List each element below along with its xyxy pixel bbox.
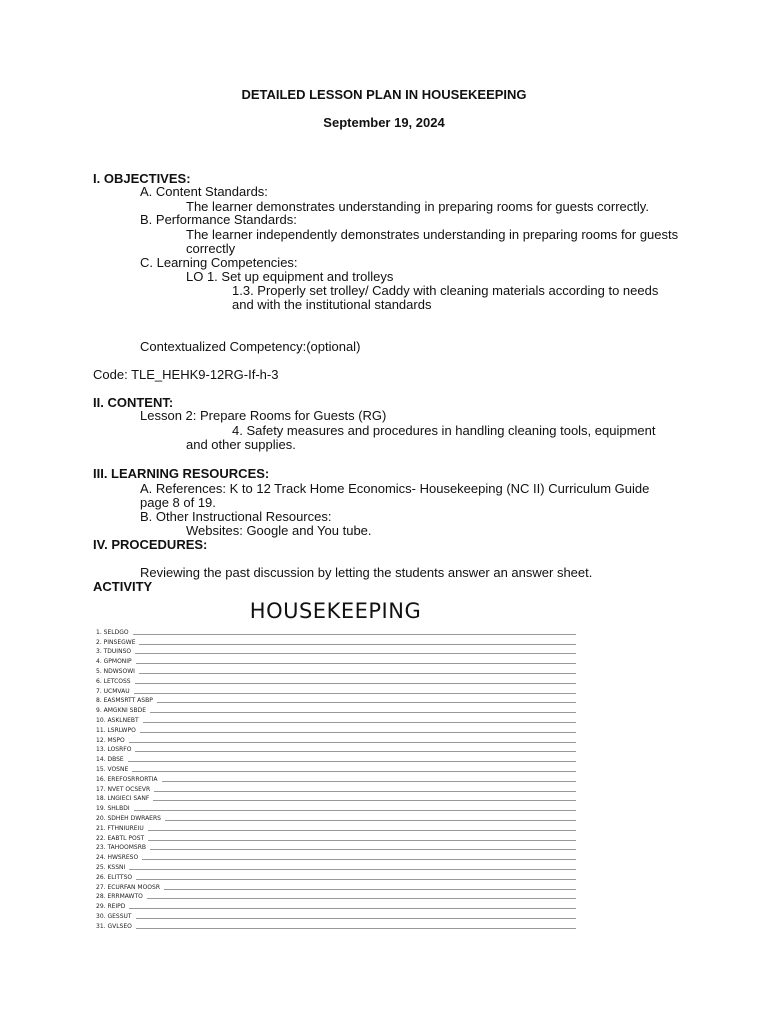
worksheet-item-label: 16. EREFOSRRORTIA xyxy=(96,775,158,783)
answer-line xyxy=(148,840,576,841)
worksheet-item-label: 1. SELDGO xyxy=(96,628,129,636)
activity-worksheet xyxy=(93,594,578,932)
worksheet-item-label: 24. HWSRESO xyxy=(96,854,139,862)
worksheet-item xyxy=(96,832,578,842)
worksheet-item xyxy=(96,802,578,812)
worksheet-item xyxy=(96,812,578,822)
references-text-2: page 8 of 19. xyxy=(140,495,216,510)
worksheet-item-label: 31. GVLSEO xyxy=(96,922,132,930)
answer-line xyxy=(154,791,576,792)
worksheet-item xyxy=(96,851,578,861)
worksheet-item xyxy=(96,763,578,773)
worksheet-item-label: 30. GESSUT xyxy=(96,912,132,920)
worksheet-item-label: 13. LOSRFO xyxy=(96,746,132,754)
worksheet-item xyxy=(96,783,578,793)
worksheet-item-label: 26. ELITTSO xyxy=(96,873,133,881)
worksheet-item-label: 28. ERRMAWTO xyxy=(96,893,143,901)
worksheet-item xyxy=(96,793,578,803)
worksheet-item-label: 18. LNGIECI SANF xyxy=(96,795,150,803)
competency-code: Code: TLE_HEHK9-12RG-If-h-3 xyxy=(93,367,279,382)
worksheet-item-label: 20. SDHEH DWRAERS xyxy=(96,814,161,822)
page-title: DETAILED LESSON PLAN IN HOUSEKEEPING xyxy=(241,87,527,102)
answer-line xyxy=(147,898,576,899)
content-item-2: and other supplies. xyxy=(186,437,296,452)
answer-line xyxy=(136,879,576,880)
lesson-title: Lesson 2: Prepare Rooms for Guests (RG) xyxy=(140,408,387,423)
activity-heading: ACTIVITY xyxy=(93,579,153,594)
worksheet-item xyxy=(96,665,578,675)
answer-line xyxy=(133,634,576,635)
worksheet-item-label: 14. DBSE xyxy=(96,756,124,764)
performance-standards-text-2: correctly xyxy=(186,241,236,256)
answer-line xyxy=(135,653,576,654)
performance-standards-text-1: The learner independently demonstrates understanding in preparing rooms for guests xyxy=(186,227,679,242)
worksheet-item xyxy=(96,910,578,920)
objectives-heading: I. OBJECTIVES: xyxy=(93,171,191,186)
resources-heading: III. LEARNING RESOURCES: xyxy=(93,466,270,481)
worksheet-item xyxy=(96,695,578,705)
worksheet-item-label: 15. VOSNE xyxy=(96,765,129,773)
worksheet-item-label: 9. AMGKNI SBDE xyxy=(96,707,146,715)
answer-line xyxy=(142,859,576,860)
worksheet-item xyxy=(96,881,578,891)
answer-line xyxy=(140,732,576,733)
answer-line xyxy=(136,918,576,919)
worksheet-item-label: 7. UCMVAU xyxy=(96,687,130,695)
worksheet-item xyxy=(96,842,578,852)
answer-line xyxy=(143,722,576,723)
learning-competencies-label: C. Learning Competencies: xyxy=(140,255,298,270)
page-date: September 19, 2024 xyxy=(323,115,445,130)
worksheet-item xyxy=(96,704,578,714)
content-heading: II. CONTENT: xyxy=(93,395,174,410)
content-item-1: 4. Safety measures and procedures in handling cleaning tools, equipment xyxy=(232,423,656,438)
competency-text-1: 1.3. Properly set trolley/ Caddy with cleaning materials according to needs xyxy=(232,283,659,298)
answer-line xyxy=(135,751,576,752)
worksheet-item-label: 2. PINSEGWE xyxy=(96,638,136,646)
worksheet-item-label: 19. SHLBDI xyxy=(96,805,130,813)
performance-standards-label: B. Performance Standards: xyxy=(140,212,297,227)
worksheet-items xyxy=(96,626,578,930)
answer-line xyxy=(128,761,576,762)
answer-line xyxy=(132,771,576,772)
worksheet-item xyxy=(96,655,578,665)
worksheet-item-label: 25. KSSNI xyxy=(96,863,126,871)
worksheet-item xyxy=(96,636,578,646)
worksheet-item xyxy=(96,685,578,695)
worksheet-item xyxy=(96,861,578,871)
websites-text: Websites: Google and You tube. xyxy=(186,523,372,538)
answer-line xyxy=(164,889,576,890)
answer-line xyxy=(150,712,576,713)
worksheet-item xyxy=(96,871,578,881)
worksheet-item-label: 29. REIPD xyxy=(96,903,126,911)
answer-line xyxy=(129,869,576,870)
answer-line xyxy=(129,908,576,909)
answer-line xyxy=(136,663,576,664)
worksheet-item xyxy=(96,773,578,783)
contextualized-competency: Contextualized Competency:(optional) xyxy=(140,339,361,354)
worksheet-item-label: 12. MSPO xyxy=(96,736,125,744)
procedures-review-text: Reviewing the past discussion by letting the students answer an answer sheet. xyxy=(140,565,593,580)
answer-line xyxy=(129,742,576,743)
worksheet-item xyxy=(96,734,578,744)
worksheet-item-label: 5. NDWSOWI xyxy=(96,667,135,675)
worksheet-item-label: 22. EABTL POST xyxy=(96,834,145,842)
worksheet-item-label: 8. EASMSRTT ASBP xyxy=(96,697,153,705)
worksheet-item xyxy=(96,900,578,910)
content-standards-text: The learner demonstrates understanding in preparing rooms for guests correctly. xyxy=(186,199,649,214)
other-resources-label: B. Other Instructional Resources: xyxy=(140,509,332,524)
answer-line xyxy=(134,693,576,694)
worksheet-item-label: 27. ECURFAN MOOSR xyxy=(96,883,160,891)
worksheet-item xyxy=(96,744,578,754)
worksheet-item xyxy=(96,920,578,930)
worksheet-item-label: 21. FTHNIUREIU xyxy=(96,824,144,832)
worksheet-item-label: 6. LETCOSS xyxy=(96,677,131,685)
answer-line xyxy=(150,849,576,850)
answer-line xyxy=(153,800,576,801)
competency-text-2: and with the institutional standards xyxy=(232,297,432,312)
answer-line xyxy=(162,781,576,782)
worksheet-item xyxy=(96,714,578,724)
worksheet-item xyxy=(96,753,578,763)
answer-line xyxy=(139,644,576,645)
worksheet-item-label: 10. ASKLNEBT xyxy=(96,716,139,724)
worksheet-item-label: 23. TAHOOMSRB xyxy=(96,844,146,852)
answer-line xyxy=(157,702,576,703)
worksheet-item xyxy=(96,626,578,636)
answer-line xyxy=(148,830,576,831)
procedures-heading: IV. PROCEDURES: xyxy=(93,537,208,552)
answer-line xyxy=(139,673,576,674)
content-standards-label: A. Content Standards: xyxy=(140,184,268,199)
worksheet-item xyxy=(96,724,578,734)
worksheet-title: HOUSEKEEPING xyxy=(249,599,422,623)
worksheet-item-label: 4. GPMONIP xyxy=(96,658,132,666)
worksheet-item-label: 3. TDUINSO xyxy=(96,648,132,656)
worksheet-item xyxy=(96,891,578,901)
references-text-1: A. References: K to 12 Track Home Economics- Housekeeping (NC II) Curriculum Guide xyxy=(140,481,650,496)
worksheet-item xyxy=(96,822,578,832)
answer-line xyxy=(135,683,576,684)
worksheet-item xyxy=(96,646,578,656)
answer-line xyxy=(165,820,576,821)
worksheet-item-label: 17. NVET OCSEVR xyxy=(96,785,151,793)
answer-line xyxy=(136,928,576,929)
answer-line xyxy=(134,810,576,811)
worksheet-item xyxy=(96,675,578,685)
lo-text: LO 1. Set up equipment and trolleys xyxy=(186,269,394,284)
worksheet-item-label: 11. LSRLWPO xyxy=(96,726,136,734)
